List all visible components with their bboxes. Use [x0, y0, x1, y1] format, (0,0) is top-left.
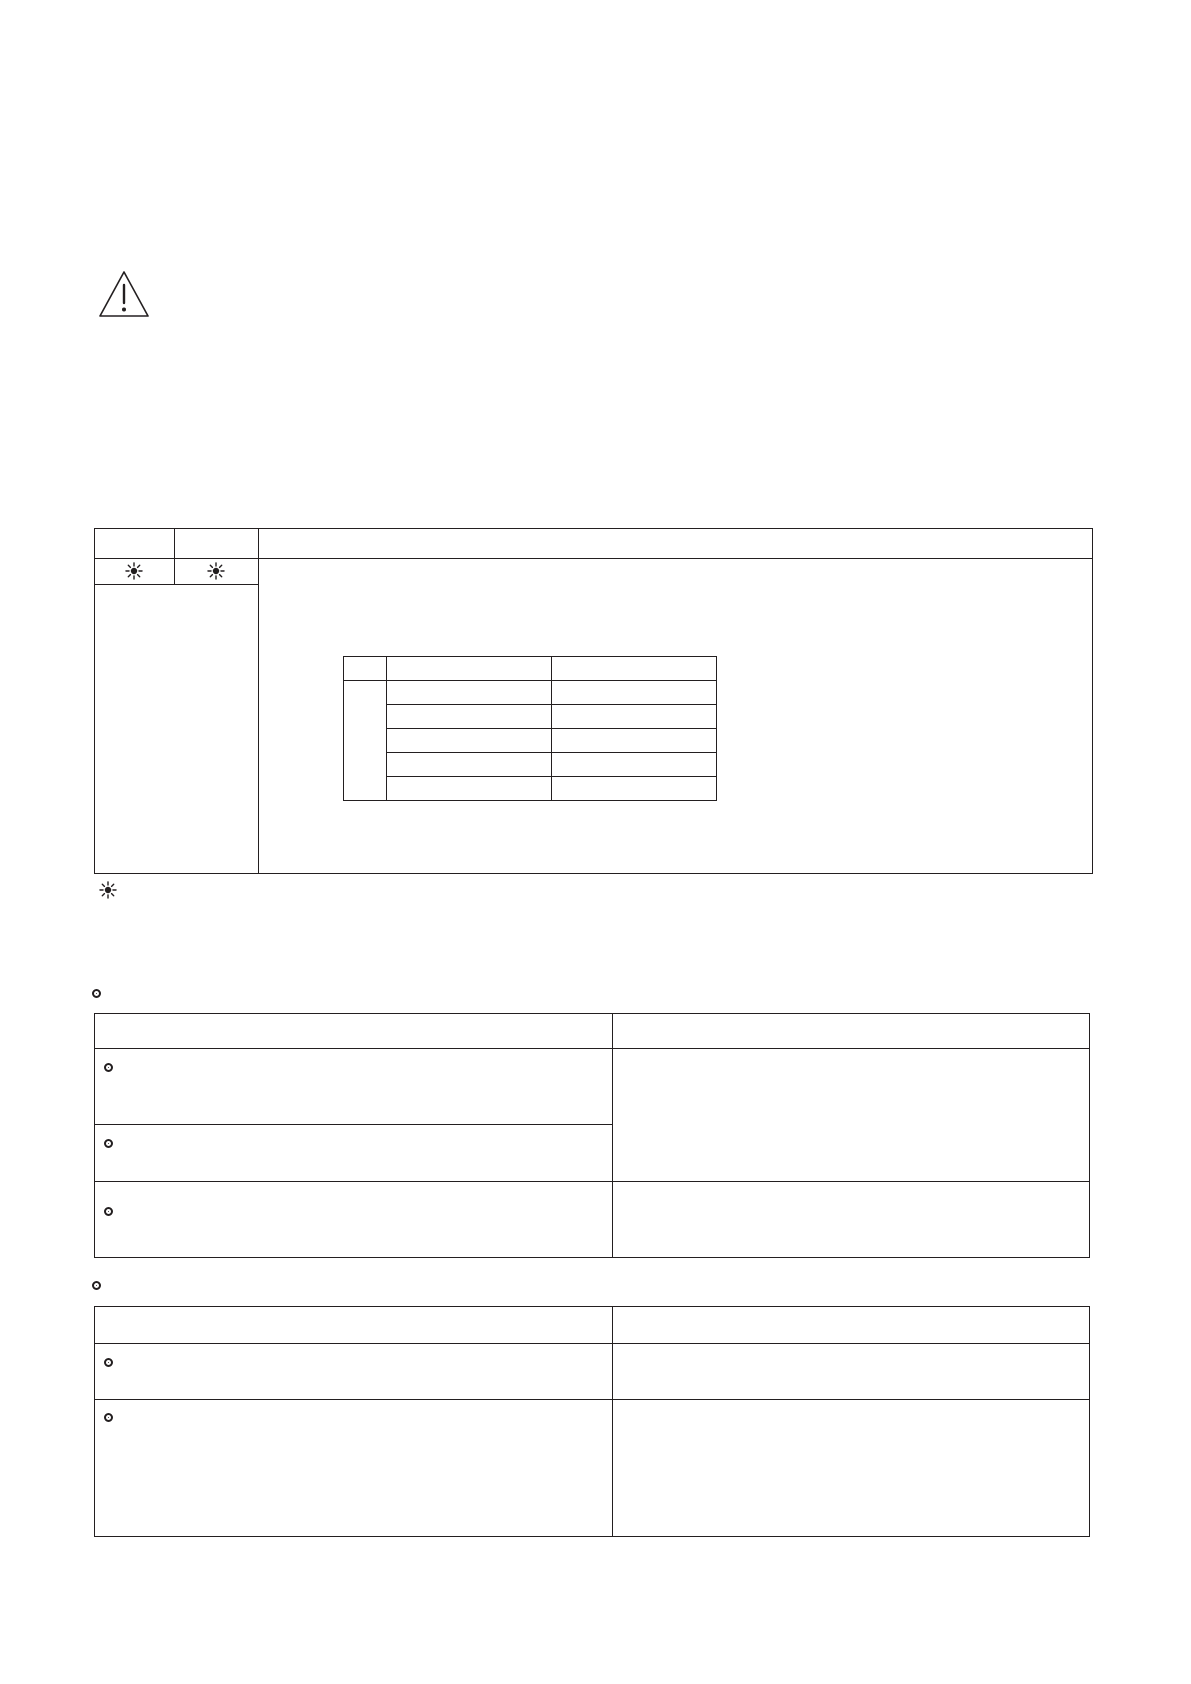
indicator-table-col-divider-1	[174, 528, 175, 585]
ring-bullet-icon	[104, 1139, 113, 1148]
inner-subtable-row-rule	[386, 776, 717, 777]
ring-bullet-icon	[104, 1358, 113, 1367]
troubleshooting-table-2-header-rule	[94, 1343, 1090, 1344]
warning-triangle-icon	[98, 270, 150, 318]
indicator-table-star-row-rule	[94, 584, 259, 585]
troubleshooting-table-1-row-rule	[94, 1181, 1090, 1182]
ring-bullet-icon	[92, 989, 101, 998]
troubleshooting-table-2-row-rule	[94, 1399, 1090, 1400]
indicator-table-header-rule	[94, 558, 1093, 559]
troubleshooting-table-1-col-divider	[612, 1013, 613, 1258]
sun-star-icon	[207, 562, 225, 580]
troubleshooting-table-1	[94, 1013, 1090, 1258]
sun-star-icon	[99, 881, 117, 899]
indicator-table-col-divider-2	[258, 528, 259, 874]
ring-bullet-icon	[104, 1063, 113, 1072]
inner-subtable-row-rule	[386, 728, 717, 729]
ring-bullet-icon	[104, 1207, 113, 1216]
inner-subtable-row-rule	[386, 752, 717, 753]
troubleshooting-table-1-header-rule	[94, 1048, 1090, 1049]
sun-star-icon	[125, 562, 143, 580]
troubleshooting-table-2-col-divider	[612, 1306, 613, 1537]
ring-bullet-icon	[92, 1281, 101, 1290]
troubleshooting-table-1-row-rule	[94, 1124, 612, 1125]
inner-subtable-row-rule	[386, 704, 717, 705]
inner-subtable-row-rule	[343, 680, 717, 681]
ring-bullet-icon	[104, 1413, 113, 1422]
troubleshooting-table-2	[94, 1306, 1090, 1537]
